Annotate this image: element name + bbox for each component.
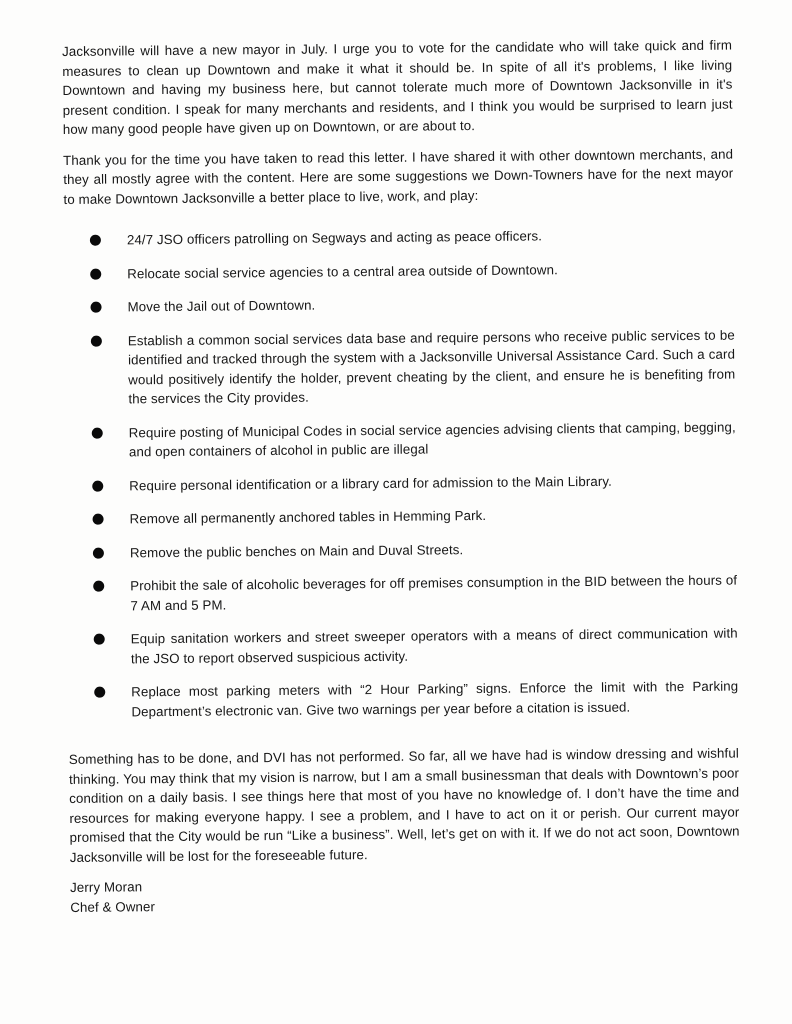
bullet-icon <box>91 335 102 346</box>
signature-block <box>70 872 740 917</box>
list-item <box>65 325 736 409</box>
list-item-text: Relocate social service agencies to a central area outside of Downtown. <box>127 261 558 281</box>
list-item <box>68 624 738 669</box>
paragraph-thanks: Thank you for the time you have taken to read this letter. I have shared it with other downtown merchants, and they all mostly agree with the content. Here are some suggestions we Down-Towners have for the next mayor to make Downtown Jacksonville a better place to live, work, and play: <box>63 146 734 207</box>
list-item-text: Remove all permanently anchored tables in Hemming Park. <box>129 507 487 527</box>
list-item-text: Equip sanitation workers and street sweeper operators with a means of direct communication with the JSO to report observed suspicious activity. <box>130 625 738 666</box>
list-item <box>64 258 734 284</box>
paragraph-closing: Something has to be done, and DVI has not performed. So far, all we have had is window dressing and wishful thinking. You may think that my vision is narrow, but I am a small businessman that deals with Downtown’s poor condition on a daily basis. I see things here that most of you have no knowledge of. I don’t have the time and resources for making everyone happy. I see a problem, and I have to act on it or perish. Our current mayor promised that the City would be run “Like a business”. Well, let’s get on with it. If we do not act soon, Downtown Jacksonville will be lost for the foreseeable future. <box>68 745 740 865</box>
list-item-text: Prohibit the sale of alcoholic beverages for off premises consumption in the BID between the hours of 7 AM and 5 PM. <box>130 572 738 613</box>
bullet-icon <box>94 634 105 645</box>
list-item-text: Require personal identification or a library card for admission to the Main Library. <box>129 473 612 493</box>
letter-content <box>62 36 740 917</box>
bullet-icon <box>92 427 103 438</box>
bullet-icon <box>94 687 105 698</box>
signature-title: Chef & Owner <box>70 898 156 915</box>
list-item-text: 24/7 JSO officers patrolling on Segways and acting as peace officers. <box>126 228 543 248</box>
paragraph-intro: Jacksonville will have a new mayor in July. I urge you to vote for the candidate who will take quick and firm measures to clean up Downtown and make it what it should be. In spite of all it's problems, I like living Downtown and having my business here, but cannot tolerate much more of Downtown Jacksonville in it's present condition. I speak for many merchants and residents, and I think you would be surprised to learn just how many good people have given up on Downtown, or are about to. <box>62 37 733 137</box>
bullet-icon <box>93 581 104 592</box>
bullet-icon <box>93 547 104 558</box>
bullet-icon <box>90 268 101 279</box>
list-item-text: Remove the public benches on Main and Duval Streets. <box>129 541 464 560</box>
bullet-icon <box>92 480 103 491</box>
suggestions-list <box>64 225 739 722</box>
list-item-text: Establish a common social services data base and require persons who receive public services to be identified and tracked through the system with a Jacksonville Universal Assistance Card. Such a card would positively identify the holder, prevent cheating by the client, and ensure he is benefiting from the services the City provides. <box>127 327 736 407</box>
list-item-text: Move the Jail out of Downtown. <box>127 297 316 315</box>
list-item <box>67 571 737 616</box>
list-item <box>68 677 738 722</box>
list-item <box>66 417 736 462</box>
list-item <box>64 225 734 251</box>
bullet-icon <box>90 235 101 246</box>
signature-name: Jerry Moran <box>70 879 143 895</box>
bullet-icon <box>93 514 104 525</box>
bullet-icon <box>90 302 101 313</box>
list-item <box>64 292 734 318</box>
list-item-text: Require posting of Municipal Codes in social service agencies advising clients that camping, begging, and open containers of alcohol in public are illegal <box>128 419 736 460</box>
list-item-text: Replace most parking meters with “2 Hour Parking” signs. Enforce the limit with the Parking Department’s electronic van. Give two warnings per year before a citation is issued. <box>131 678 739 719</box>
list-item <box>67 537 737 563</box>
list-item <box>66 504 736 530</box>
list-item <box>66 470 736 496</box>
